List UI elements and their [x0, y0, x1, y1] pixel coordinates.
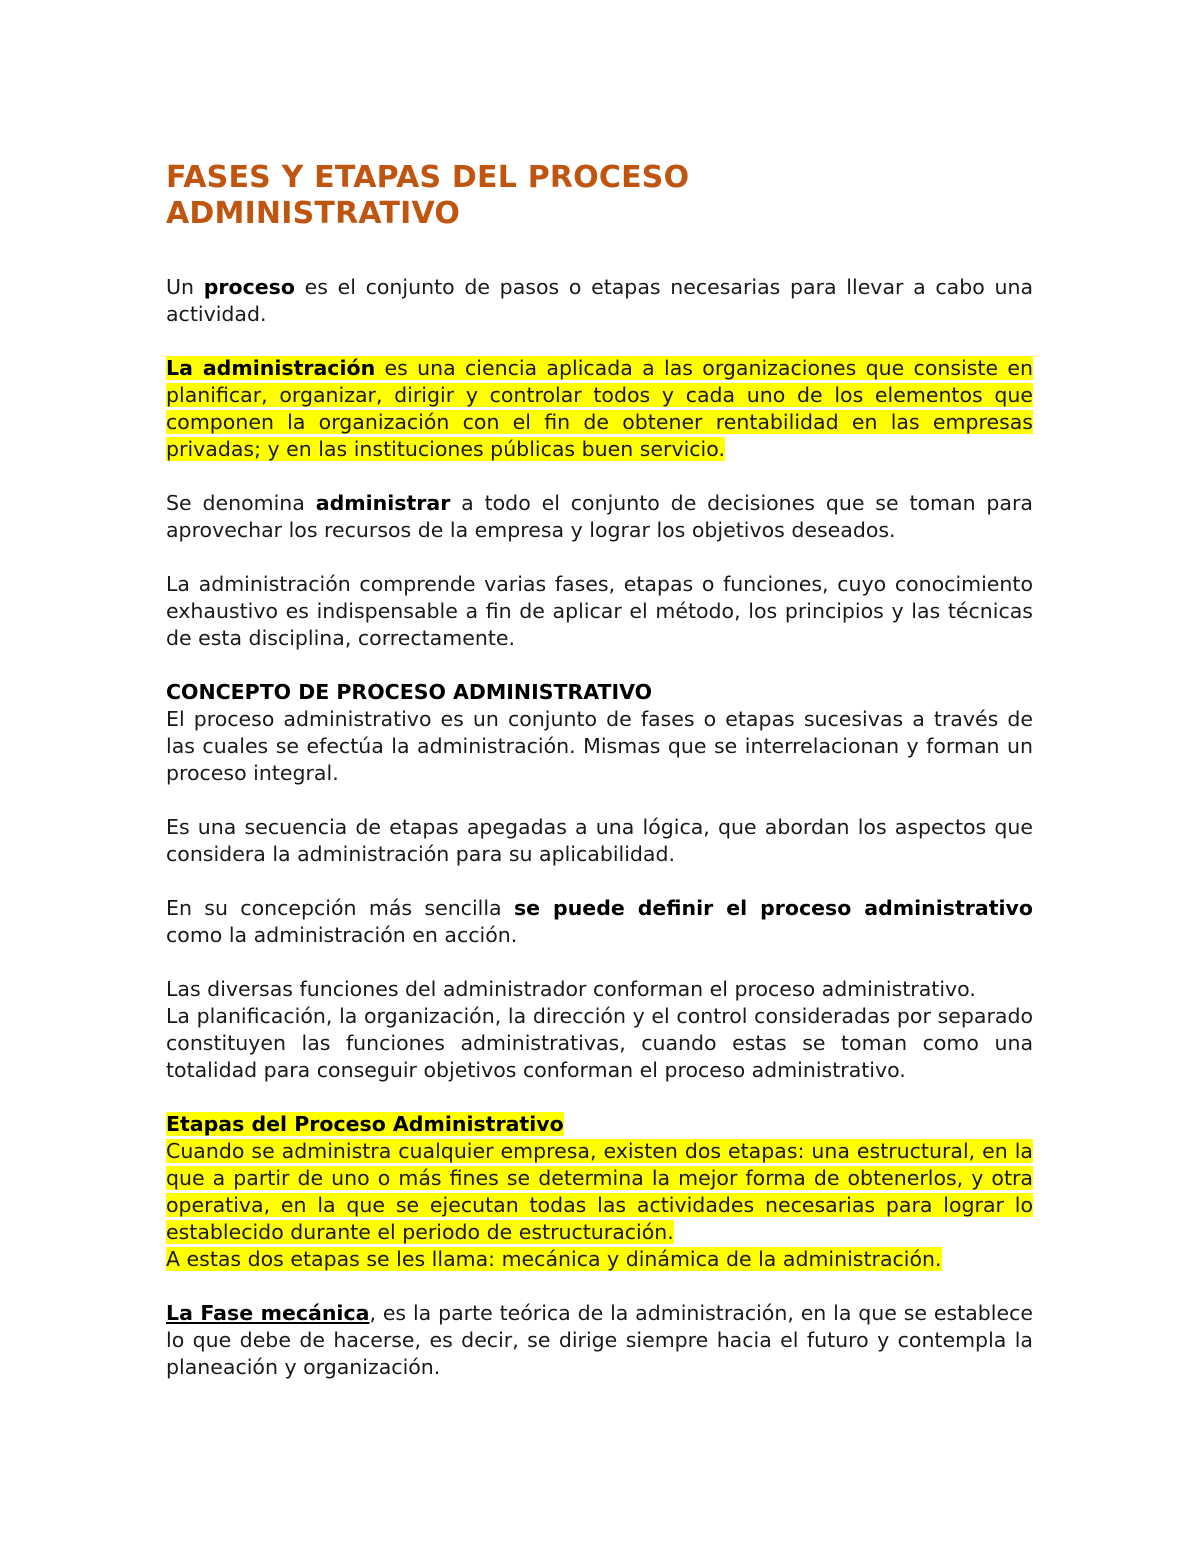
bold-phrase-definicion: se puede definir el proceso administrativo [513, 896, 1033, 920]
paragraph-concepcion [166, 895, 1033, 949]
underlined-term-fase-mecanica: La Fase mecánica [166, 1301, 370, 1325]
highlighted-text: Cuando se administra cualquier empresa, existen dos etapas: una estructural, en la que a partir de uno o más fines se determina la mejor forma de obtenerlos, y otra operativa, en la que se ejecutan todas las actividades necesarias para lograr lo establecido durante el periodo de estructuración. [166, 1139, 1033, 1244]
bold-term-administrar: administrar [315, 491, 451, 515]
text-run: a todo el conjunto de decisiones que se toman para aprovechar los recursos de la empresa y lograr los objetivos deseados. [166, 491, 1033, 542]
paragraph-secuencia: Es una secuencia de etapas apegadas a una lógica, que abordan los aspectos que considera la administración para su aplicabilidad. [166, 815, 1033, 866]
text-run: Se denomina [166, 491, 316, 515]
etapas-heading [166, 1111, 1033, 1138]
concepto-heading [166, 679, 1033, 706]
text-run: Un [166, 275, 204, 299]
highlighted-text: A estas dos etapas se les llama: mecánica y dinámica de la administración. [166, 1247, 942, 1271]
paragraph-fases: La administración comprende varias fases, etapas o funciones, cuyo conocimiento exhaustivo es indispensable a fin de aplicar el método, los principios y las técnicas de esta disciplina, correctamente. [166, 572, 1033, 650]
title-line-1: FASES Y ETAPAS DEL PROCESO [166, 160, 690, 195]
document-body [166, 160, 1033, 1381]
bold-term-administracion: La administración [166, 356, 376, 380]
section-heading-etapas: Etapas del Proceso Administrativo [166, 1112, 564, 1136]
text-run: es el conjunto de pasos o etapas necesarias para llevar a cabo una actividad. [166, 275, 1034, 326]
text-run: como la administración en acción. [166, 923, 518, 947]
paragraph-proceso [166, 274, 1033, 328]
bold-term-proceso: proceso [203, 275, 295, 299]
paragraph-etapas-highlighted [166, 1138, 1033, 1246]
text-run: , es la parte teórica de la administración, en la que se establece lo que debe de hacerse, es decir, se dirige siempre hacia el futuro y contempla la planeación y organización. [166, 1301, 1033, 1379]
text-run: En su concepción más sencilla [166, 896, 514, 920]
paragraph-administracion-highlighted [166, 355, 1033, 463]
paragraph-administrar [166, 490, 1033, 544]
paragraph-etapas-line [166, 1246, 1033, 1273]
paragraph-fase-mecanica [166, 1300, 1033, 1381]
paragraph-concepto: El proceso administrativo es un conjunto de fases o etapas sucesivas a través de las cuales se efectúa la administración. Mismas que se interrelacionan y forman un proceso integral. [166, 707, 1033, 785]
paragraph-funciones: La planificación, la organización, la dirección y el control consideradas por separado constituyen las funciones administrativas, cuando estas se toman como una totalidad para conseguir objetivos conforman el proceso administrativo. [166, 1004, 1033, 1082]
paragraph-funciones-line: Las diversas funciones del administrador conforman el proceso administrativo. [166, 977, 976, 1001]
text-run: es una ciencia aplicada a las organizaciones que consiste en planificar, organizar, dirigir y controlar todos y cada uno de los elementos que componen la organización con el fin de obtener rentabilidad en las empresas privadas; y en las instituciones públicas buen servicio. [166, 356, 1033, 461]
title-line-2: ADMINISTRATIVO [166, 196, 461, 231]
document-title [166, 160, 1033, 232]
section-heading-concepto: CONCEPTO DE PROCESO ADMINISTRATIVO [166, 680, 653, 704]
